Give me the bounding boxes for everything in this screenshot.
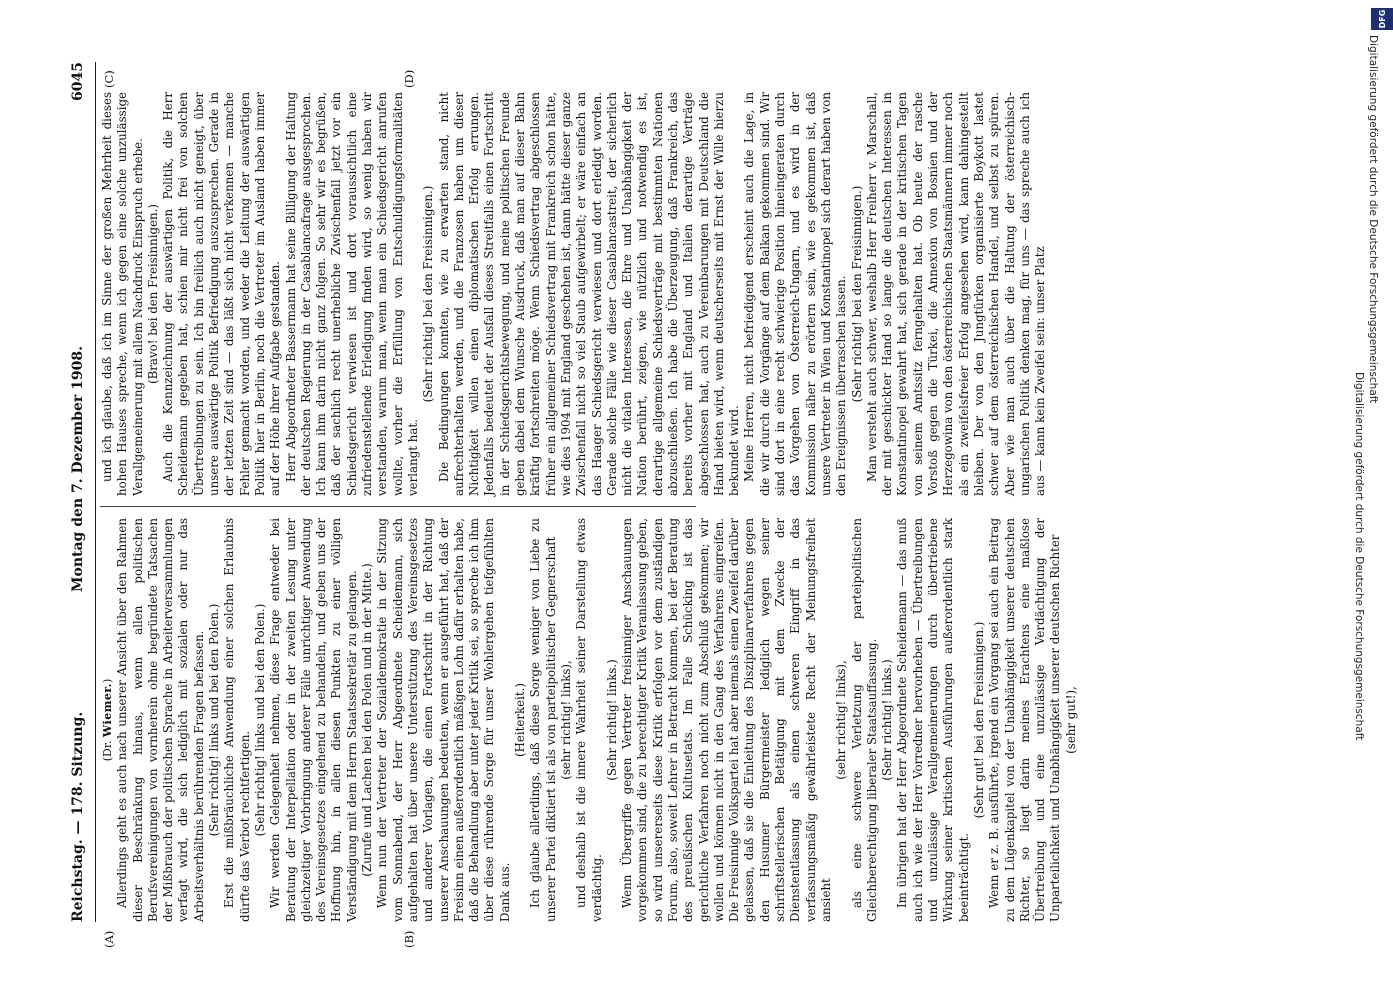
digitization-note-bottom: Digitalisierung gefördert durch die Deutsche Forschungsgemeinschaft (1353, 372, 1365, 741)
margin-marker-d: (D) (402, 69, 416, 88)
paragraph: (sehr richtig! links), (834, 660, 849, 780)
paragraph: (Zurufe und Lachen bei den Polen und in der Mitte.) (360, 563, 375, 877)
digitization-note-top: Digitalisierung gefördert durch die Deutsche Forschungsgemeinschaft (1367, 35, 1379, 404)
paragraph: Man versteht auch schwer, weshalb Herr Freiherr v. Marschall, der mit geschickter Hand so lange die deutschen Interessen in Konstantinopel gewahrt hat, sich gerade in der kritischen Tagen von seinem Amtssitz ferngehalten hat. Ob heute der rasche Vorstoß gegen die Türkei, die Annexion von Bosnien und der Herzegowina von den österreichischen Staatsmännern immer noch als ein zweifelsfreier Erfolg angesehen wird, kann dahingestellt bleiben. Der von den Jungtürken organisierte Boykott lastet schwer auf dem österreichischen Handel, und selbst zu spüren. Aber wie man auch über die Haltung der österreichisch-ungarischen Politik denken mag, für uns — das spreche auch ich aus — kann kein Zweifel sein: unser Platz (864, 92, 1048, 496)
speaker-line (100, 518, 115, 922)
paragraph: (Sehr richtig! links und bei den Polen.) (207, 603, 222, 837)
paragraph: (Sehr richtig! links und bei den Polen.) (252, 603, 267, 837)
right-text-column (100, 92, 1048, 496)
page-header (68, 62, 94, 922)
paragraph: (Sehr richtig! bei den Freisinnigen.) (421, 185, 436, 403)
paragraph: (Sehr richtig! links.) (604, 659, 619, 781)
paragraph: Auch die Kennzeichnung der auswärtigen Politik, die Herr Scheidemann gegeben hat, schien mir nicht frei von solchen Übertreibungen zu sein. Ich bin freilich auch nicht geneigt, über unsere auswärtige Politik Befriedigung auszusprechen. Gerade in der letzten Zeit sind — das läßt sich nicht verkennen — manche Fehler gemacht worden, und weder die Leitung der auswärtigen Politik hier in Berlin, noch die Vertreter im Ausland haben immer auf der Höhe ihrer Aufgabe gestanden. (161, 92, 283, 496)
margin-marker-b: (B) (402, 930, 416, 948)
paragraph: Die Bedingungen konnten, wie zu erwarten stand, nicht aufrechterhalten werden, und die Franzosen haben um dieser Nichtigkeit willen einen diplomatischen Erfolg errungen. Jedenfalls bedeutet der Ausfall dieses Streitfalls einen Fortschritt in der Schiedsgerichtsbewegung, und meine politischen Freunde geben dabei dem Wunsche Ausdruck, daß man auf dieser Bahn kräftig fortschreiten möge. Wenn Schiedsvertrag abgeschlossen früher ein allgemeiner Schiedsvertrag mit Frankreich schon hätte, wie dies 1904 mit England geschehen ist, dann hätte dieser ganze Zwischenfall nicht so viel Staub aufgewirbelt; er wäre einfach an das Haager Schiedsgericht verwiesen und dort erledigt worden. Gerade solche Fälle wie dieser Casablancastreit, der sicherlich nicht die vitalen Interessen, die Ehre und Unabhängigkeit der Nation berührt, zeigen, wie nützlich und notwendig es ist, derartige allgemeine Schiedsverträge mit bestimmten Nationen abzuschließen. Ich habe die Überzeugung, daß Frankreich, das bereits vorher mit England und Italien derartige Verträge abgeschlossen hat, auch zu Vereinbarungen mit Deutschland die Hand bieten wird, wenn deutscherseits mit Ernst der Wille hierzu bekundet wird. (436, 92, 742, 496)
paragraph: Wenn Übergriffe gegen Vertreter freisinniger Anschauungen vorgekommen sind, die zu berechtigter Kritik Veranlassung geben, so wird unsererseits diese Kritik erfolgen vor dem zuständigen Forum, also, soweit Lehrer in Betracht kommen, bei der Beratung des preußischen Kultusetats. Im Falle Schücking ist das gerichtliche Verfahren noch nicht zum Abschluß gekommen; wir wollen und können nicht in den Gang des Verfahrens eingreifen. Die Freisinnige Volkspartei hat aber niemals einen Zweifel darüber gelassen, daß sie die Einleitung des Disziplinarverfahrens gegen den Husumer Bürgermeister lediglich wegen seiner schriftstellerischen Betätigung mit dem Zwecke der Dienstentlassung als einen schweren Eingriff in das verfassungsmäßig gewährleistete Recht der Meinungsfreiheit ansieht (620, 518, 833, 922)
paragraph: (Heiterkeit.) (513, 683, 528, 758)
speaker-name: Wiemer. (101, 683, 114, 738)
speaker-prefix: (Dr. (101, 740, 114, 762)
dfg-logo: DFG (1371, 8, 1393, 30)
paragraph: (Bravo! bei den Freisinnigen.) (145, 204, 160, 384)
paragraph: Wenn nun der Vertreter der Sozialdemokratie in der Sitzung vom Sonnabend, der Herr Abgeordnete Scheidemann, sich aufgehalten hat über unsere Unterstützung des Vereinsgesetzes und anderer Vorlagen, die einen Fortschritt in der Richtung unserer Anschauungen bedeuten, wenn er ausgeführt hat, daß der Freisinn einen außerordentlich mäßigen Lohn dafür erhalten habe, daß die Behandlung aber unter jeder Kritik sei, so spreche ich ihm über diese rührende Sorge für unser Wohlergehen tiefgefühlten Dank aus. (375, 518, 512, 922)
paragraph: Ich glaube allerdings, daß diese Sorge weniger von Liebe zu unserer Partei diktiert ist als von parteipolitischer Gegnerschaft (528, 518, 558, 922)
paragraph: (Sehr gut! bei den Freisinnigen.) (971, 621, 986, 819)
paragraph: Allerdings geht es auch nach unserer Ansicht über den Rahmen dieser Beschränkung hinaus, wenn allen politischen Berufsvereinigungen von vornherein ohne begründete Tatsachen der Mißbrauch der politischen Sprache in Arbeiterversammlungen verfagt wird, die sich lediglich mit sozialen oder nur das Arbeitsverhältnis berührenden Fragen befassen. (115, 518, 206, 922)
paragraph: (Sehr richtig! bei den Freisinnigen.) (849, 185, 864, 403)
paragraph: (sehr richtig! links), (558, 660, 573, 780)
margin-marker-c: (C) (102, 70, 116, 88)
page-number: 6045 (70, 62, 86, 101)
header-rule (95, 62, 96, 922)
paragraph: Erst die mißbräuchliche Anwendung einer solchen Erlaubnis dürfte das Verbot rechtfertigen. (222, 518, 252, 922)
header-date: Montag den 7. Dezember 1908. (70, 346, 86, 592)
paragraph: (Sehr richtig! links.) (880, 659, 895, 781)
speaker-suffix: ) (101, 678, 114, 684)
header-title: Reichstag. — 178. Sitzung. (70, 711, 86, 922)
paragraph: Herr Abgeordneter Bassermann hat seine Billigung der Haltung der deutschen Regierung in der Casablancafrage ausgesprochen. Ich kann ihm darin nicht ganz folgen. So sehr wir es begrüßen, daß der sachlich recht unerhebliche Zwischenfall jetzt vor ein Schiedsgericht verwiesen ist und dort voraussichtlich eine zufriedenstellende Erledigung finden wird, so wenig haben wir verstanden, warum man, wenn man ein Schiedsgericht anrufen wollte, vorher die Erfüllung von Entschuldigungsformalitäten verlangt hat. (283, 92, 420, 496)
column-divider (100, 506, 696, 507)
paragraph: Wir werden Gelegenheit nehmen, diese Frage entweder bei Beratung der Interpellation oder in der zweiten Lesung unter gleichzeitiger Vorbringung anderer Fälle unrichtiger Anwendung des Vereinsgesetzes eingehend zu behandeln, und geben uns der Hoffnung hin, in allen diesen Punkten zu einer völligen Verständigung mit dem Herrn Staatssekretär zu gelangen. (268, 518, 359, 922)
margin-marker-a: (A) (102, 930, 116, 948)
paragraph: (sehr gut!), (1063, 686, 1078, 754)
paragraph: und deshalb ist die innere Wahrheit seiner Darstellung etwas verdächtig. (574, 518, 604, 922)
rotated-page (68, 62, 1078, 948)
paragraph: Wenn er z. B. ausführte, irgend ein Vorgang sei auch ein Beitrag zu dem Lügenkapitel von der Unabhängigkeit unserer deutschen Richter, so liegt darin meines Erachtens eine maßlose Übertreibung und eine unzulässige Verdächtigung der Unparteilichkeit und Unabhängigkeit unserer deutschen Richter (987, 518, 1063, 922)
paragraph: und ich glaube, daß ich im Sinne der großen Mehrheit dieses hohen Hauses spreche, wenn ich gegen eine solche unzulässige Verallgemeinerung mit allem Nachdruck Einspruch erhebe. (100, 92, 145, 496)
left-text-column (100, 518, 1078, 922)
paragraph: als eine schwere Verletzung der parteipolitischen Gleichberechtigung liberaler Staatsauffassung. (849, 518, 879, 922)
paragraph: Meine Herren, nicht befriedigend erscheint auch die Lage, in die wir durch die Vorgänge auf dem Balkan gekommen sind. Wir sind dort in eine recht schwierige Position hineingeraten durch das Vorgehen von Österreich-Ungarn, und es wird in der Kommission näher zu erörtern sein, wie es gekommen ist, daß unsere Vertreter in Wien und Konstantinopel sich derart haben von den Ereignissen überraschen lassen. (742, 92, 849, 496)
paragraph: Im übrigen hat der Herr Abgeordnete Scheidemann — das muß auch ich wie der Herr Vorredner hervorheben — Übertreibungen und unzulässige Verallgemeinerungen durch übertriebene Wirkung seiner kritischen Ausführungen außerordentlich stark beeinträchtigt. (895, 518, 971, 922)
